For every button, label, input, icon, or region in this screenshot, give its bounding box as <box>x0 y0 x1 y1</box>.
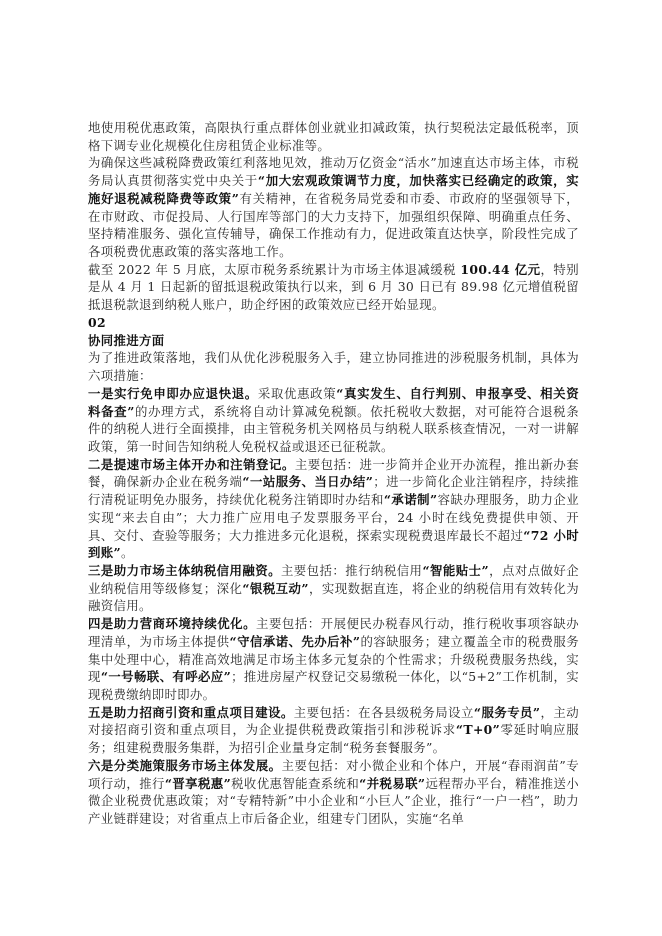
section-number: 02 <box>88 314 106 330</box>
measure-text: 容缺办理服务，助力企业实现“来去自由”；大力推广应用电子发票服务平台，24 小时在线免费提供申领、开具、交付、查验等服务；大力推进多元化退税，探索实现税费退库最长不超过 <box>88 492 579 543</box>
measure-text: 主要包括：对小微企业和个体户，开展“春雨润苗”专项行动，推行 <box>88 757 580 791</box>
measure-text: 主要包括：推行纳税信用 <box>280 562 423 578</box>
measure-text: ；进一步简化企业注销程序，持续推行清税证明免办服务，持续优化税务注销即时办结和 <box>88 474 579 508</box>
intro-continuation-paragraph <box>88 119 579 154</box>
measure-text: 的办理方式，系统将自动计算减免税额。依托税收大数据，对可能符合退税条件的纳税人进行全面摸排，由主管税务机关网格员与纳税人联系核查情况，一对一讲解政策，第一时间告知纳税人免税权益或退还已征税款。 <box>88 403 579 454</box>
measure-text: 主要包括：进一步简并企业开办流程，推出新办套餐，确保新办企业在税务端 <box>88 456 579 490</box>
measure-paragraph <box>88 562 579 615</box>
stats-total-amount: 100.44 亿元 <box>460 261 541 277</box>
measure-emphasis: “T+0” <box>455 722 501 738</box>
measure-paragraph <box>88 704 579 757</box>
measure-lead: 二是提速市场主体开办和注销登记。 <box>88 456 295 472</box>
measure-lead: 五是助力招商引资和重点项目建设。 <box>88 704 294 720</box>
measure-text: 的容缺服务；建立覆盖全市的税费服务集中处理中心，精准高效地满足市场主体多元复杂的个性需求；升级税费服务热线，实现 <box>88 633 580 685</box>
measure-emphasis: “并税易联” <box>359 775 426 791</box>
policy-effect-paragraph <box>88 154 579 260</box>
measure-text: ，实现数据直连，将企业的纳税信用有效转化为融资信用。 <box>88 580 579 614</box>
measure-text: 零延时响应服务；组建税费服务集群，为招引企业量身定制“税务套餐服务”。 <box>88 722 579 756</box>
measure-text: 。 <box>120 545 134 561</box>
measure-paragraph <box>88 385 579 456</box>
measure-emphasis: “守信承诺、先办后补” <box>229 633 361 649</box>
measure-emphasis: “智能贴士” <box>422 562 489 578</box>
intro-continuation-text: 地使用税优惠政策，高限执行重点群体创业就业扣减政策，执行契税法定最低税率，顶格下调专业化规模化住房租赁企业标准等。 <box>88 120 579 153</box>
measure-emphasis: “72 小时到账” <box>88 527 579 561</box>
measure-text: 主要包括：在各县级税务局设立 <box>293 704 474 720</box>
measure-text: ，主动对接招商引资和重点项目，为企业提供税费政策指引和涉税诉求 <box>88 704 579 738</box>
section-title: 协同推进方面 <box>88 332 165 348</box>
measure-emphasis: “晋享税惠” <box>164 775 232 791</box>
measure-text: 税收优惠智能查系统和 <box>231 775 360 791</box>
measure-emphasis: “一站服务、当日办结” <box>242 474 374 490</box>
stats-text-1: 截至 2022 年 5 月底，太原市税务系统累计为市场主体退减缓税 <box>88 261 461 277</box>
measure-text: ；推进房屋产权登记交易缴税一体化，以“5+2”工作机制，实现税费缴纳即时即办。 <box>88 669 579 702</box>
measure-text: 远程帮办平台，精准推送小微企业税费优惠政策；对“专精特新”中小企业和“小巨人”企业，推行“一户一档”，助力产业链群建设；对省重点上市后备企业，组建专门团队，实施“名单 <box>88 775 580 827</box>
section-intro-paragraph <box>88 349 579 384</box>
measure-text: 主要包括：开展便民办税春风行动，推行税收事项容缺办理清单，为市场主体提供 <box>88 616 580 649</box>
measure-paragraph <box>88 456 579 562</box>
measure-emphasis: “服务专员” <box>473 704 541 720</box>
stats-paragraph <box>88 261 579 314</box>
measure-paragraph <box>88 615 579 704</box>
policy-effect-text-2: 有关精神，在省税务局党委和市委、市政府的坚强领导下，在市财政、市促投局、人行国库等部门的大力支持下，加强组织保障、明确重点任务、坚持精准服务、强化宣传辅导，确保工作推动有力，促进政策直达快享，阶段性完成了各项税费优惠政策的落实落地工作。 <box>88 190 579 260</box>
measure-emphasis: “银税互动” <box>242 580 309 596</box>
section-intro-text: 为了推进政策落地，我们从优化涉税服务入手，建立协同推进的涉税服务机制，具体为六项措施： <box>88 350 579 384</box>
measure-emphasis: “一号畅联、有呼必应” <box>100 669 232 685</box>
measure-text: ，点对点做好企业纳税信用等级修复；深化 <box>88 562 580 596</box>
measure-paragraph <box>88 757 579 828</box>
measure-lead: 四是助力营商环境持续优化。 <box>88 616 257 632</box>
measure-lead: 一是实行免申即办应退快退。 <box>88 385 258 401</box>
measure-text: 采取优惠政策 <box>257 385 337 401</box>
measure-lead: 六是分类施策服务市场主体发展。 <box>88 757 282 773</box>
policy-effect-emphasis: “加大宏观政策调节力度，加快落实已经确定的政策，实施好退税减税降费等政策” <box>88 173 579 206</box>
measure-emphasis: “承诺制” <box>383 492 438 508</box>
measure-lead: 三是助力市场主体纳税信用融资。 <box>88 562 281 578</box>
document-page <box>88 119 579 828</box>
stats-text-2: ，特别是从 4 月 1 日起新的留抵退税政策执行以来，到 6 月 30 日已有 89.98 亿元增值税留抵退税款退到纳税人账户，助企纾困的政策效应已经开始显现。 <box>88 261 579 313</box>
measure-emphasis: “真实发生、自行判别、申报享受、相关资料备查” <box>88 385 579 419</box>
measures-list <box>88 385 579 828</box>
policy-effect-text-1: 为确保这些减税降费政策红利落地见效，推动万亿资金“活水”加速直达市场主体，市税务局认真贯彻落实党中央关于 <box>88 155 579 189</box>
